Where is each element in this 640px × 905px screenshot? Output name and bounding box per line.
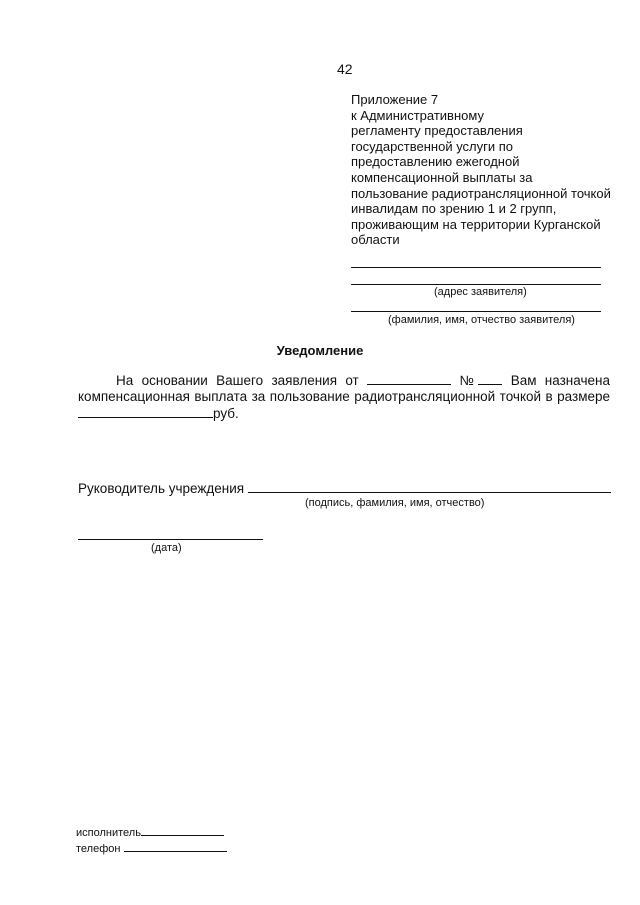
phone-label: телефон	[76, 843, 121, 855]
amount-blank	[78, 405, 213, 418]
head-signature-blank	[248, 480, 611, 493]
annex-line: инвалидам по зрению 1 и 2 групп,	[351, 201, 557, 217]
body-lead-text: На основании Вашего заявления от	[116, 373, 359, 388]
annex-line: области	[351, 232, 400, 248]
annex-line: пользование радиотрансляционной точкой	[351, 185, 611, 201]
application-number-blank	[478, 372, 502, 385]
page-number: 42	[337, 61, 353, 77]
document-title: Уведомление	[276, 343, 364, 358]
address-line-2	[351, 284, 601, 285]
executor-row	[76, 825, 224, 839]
annex-header	[351, 92, 611, 248]
phone-row	[76, 841, 227, 855]
annex-line: государственной услуги по	[351, 138, 514, 154]
head-label: Руководитель учреждения	[78, 481, 245, 496]
annex-line: к Административному	[351, 107, 484, 123]
body-line-2: компенсационная выплата за пользование радиотрансляционной точкой в размере	[78, 389, 610, 404]
phone-blank	[124, 841, 227, 852]
annex-line: Приложение 7	[351, 92, 439, 107]
body-line-1	[78, 372, 610, 389]
address-line-1	[351, 267, 601, 268]
body-line-3	[78, 405, 610, 422]
number-sign: №	[459, 373, 479, 388]
applicant-name-line	[351, 311, 601, 312]
address-caption: (адрес заявителя)	[434, 286, 527, 298]
annex-line: предоставлению ежегодной	[351, 154, 520, 170]
currency-suffix: руб.	[213, 406, 239, 421]
executor-blank	[141, 825, 224, 836]
date-line	[78, 539, 263, 540]
annex-line: проживающим на территории Курганской	[351, 216, 601, 232]
application-date-blank	[367, 372, 451, 385]
head-signature-row	[78, 480, 611, 496]
annex-line: компенсационной выплаты за	[351, 169, 533, 185]
head-signature-caption: (подпись, фамилия, имя, отчество)	[305, 497, 485, 509]
notification-body	[78, 372, 610, 422]
applicant-name-caption: (фамилия, имя, отчество заявителя)	[388, 314, 575, 326]
annex-line: регламенту предоставления	[351, 123, 523, 139]
date-caption: (дата)	[151, 542, 182, 554]
executor-label: исполнитель	[76, 827, 141, 839]
body-tail-text: Вам назначена	[510, 373, 610, 388]
